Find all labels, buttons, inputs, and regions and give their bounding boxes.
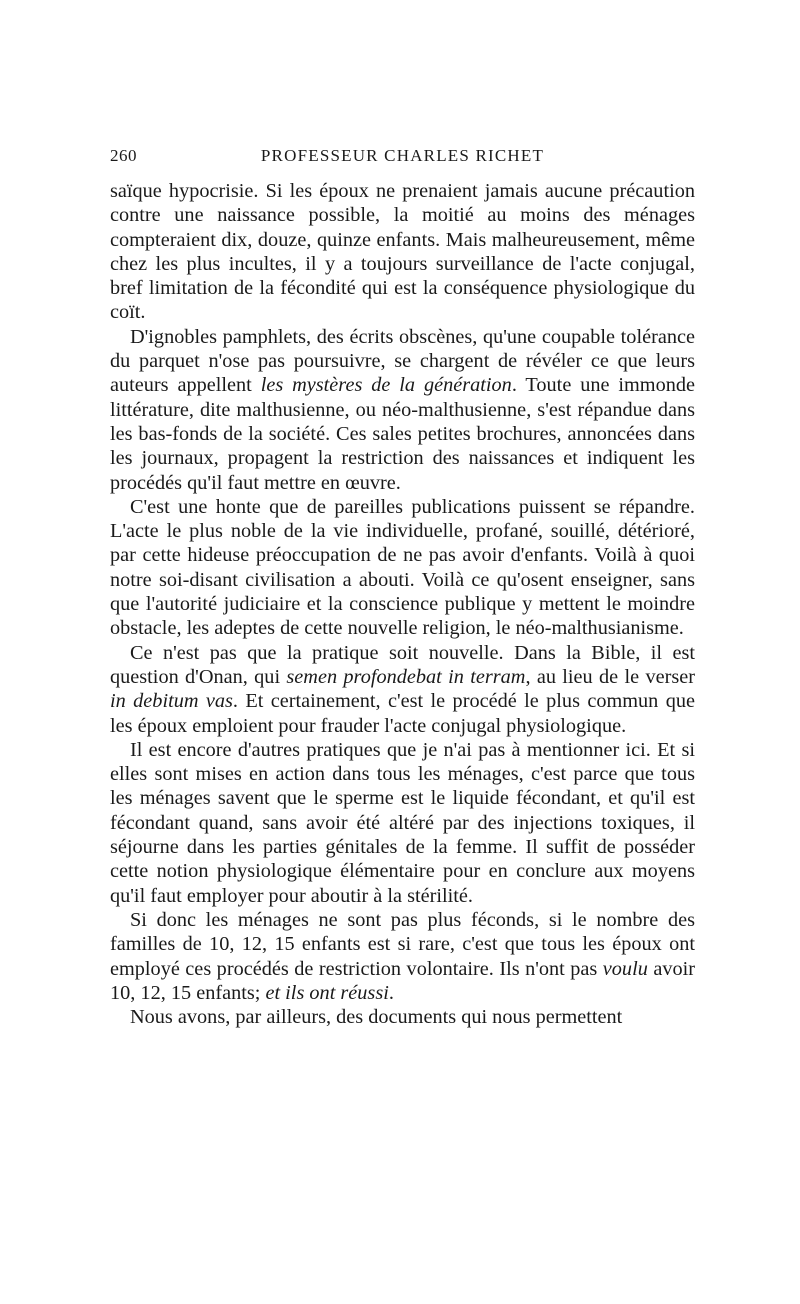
body-text xyxy=(110,179,695,1029)
running-title: PROFESSEUR CHARLES RICHET xyxy=(260,146,545,165)
paragraph xyxy=(110,1005,695,1029)
paragraph xyxy=(110,908,695,1005)
text-run: . xyxy=(388,981,394,1004)
paragraph xyxy=(110,738,695,908)
italic-phrase: in debitum vas xyxy=(110,690,233,713)
italic-phrase: voulu xyxy=(602,957,648,980)
text-run: , au lieu de le verser xyxy=(525,665,695,688)
page-number: 260 xyxy=(110,146,137,165)
running-head xyxy=(110,146,695,170)
italic-phrase: et ils ont réussi xyxy=(265,981,389,1004)
paragraph xyxy=(110,179,695,325)
text-run: C'est une honte que de pareilles publications puissent se répandre. L'acte le plus noble de la vie individuelle, profané, souillé, détérioré, par cette hideuse préoccupation de ne pas avoir d'enfants. Voilà à quoi notre soi-disant civilisation a abouti. Voilà ce qu'osent enseigner, sans que l'autorité judiciaire et la conscience publique y mettent le moindre obstacle, les adeptes de cette nouvelle religion, le néo-malthusianisme. xyxy=(110,495,695,640)
paragraph xyxy=(110,641,695,738)
paragraph xyxy=(110,495,695,641)
text-run: avoir 10, 12, 15 enfants; xyxy=(110,957,695,1004)
text-run: Il est encore d'autres pratiques que je n'ai pas à mentionner ici. Et si elles sont mises en action dans tous les ménages, c'est parce que tous les ménages savent que le sperme est le liquide fécondant, et qu'il est fécondant quand, sans avoir été altéré par des injections toxiques, il séjourne dans les parties génitales de la femme. Il suffit de posséder cette notion physiologique élémentaire pour en conclure aux moyens qu'il faut employer pour aboutir à la stérilité. xyxy=(110,738,695,907)
text-run: Nous avons, par ailleurs, des documents qui nous permettent xyxy=(130,1006,623,1029)
italic-phrase: les mystères de la génération xyxy=(260,374,512,397)
italic-phrase: semen profondebat in terram xyxy=(286,665,526,688)
paragraph xyxy=(110,325,695,495)
text-run: . Toute une immonde littérature, dite malthusienne, ou néo-malthusienne, s'est répandue dans les bas-fonds de la société. Ces sales petites brochures, annoncées dans les journaux, propagent la restriction des naissances et indiquent les procédés qu'il faut mettre en œuvre. xyxy=(110,374,696,494)
text-run: . Et certainement, c'est le procédé le plus commun que les époux emploient pour frauder l'acte conjugal physiologique. xyxy=(110,690,695,737)
text-run: D'ignobles pamphlets, des écrits obscènes, qu'une coupable tolérance du parquet n'ose pas poursuivre, se chargent de révéler ce que leurs auteurs appellent xyxy=(110,325,695,397)
text-run: Si donc les ménages ne sont pas plus féconds, si le nombre des familles de 10, 12, 15 enfants est si rare, c'est que tous les époux ont employé ces procédés de restriction volontaire. Ils n'ont pas xyxy=(110,908,695,980)
text-run: saïque hypocrisie. Si les époux ne prenaient jamais aucune précaution contre une naissance possible, la moitié au moins des ménages compteraient dix, douze, quinze enfants. Mais malheureusement, même chez les plus incultes, il y a toujours surveillance de l'acte conjugal, bref limitation de la fécondité qui est la conséquence physiologique du coït. xyxy=(110,180,695,324)
text-run: Ce n'est pas que la pratique soit nouvelle. Dans la Bible, il est question d'Onan, qui xyxy=(110,641,695,688)
